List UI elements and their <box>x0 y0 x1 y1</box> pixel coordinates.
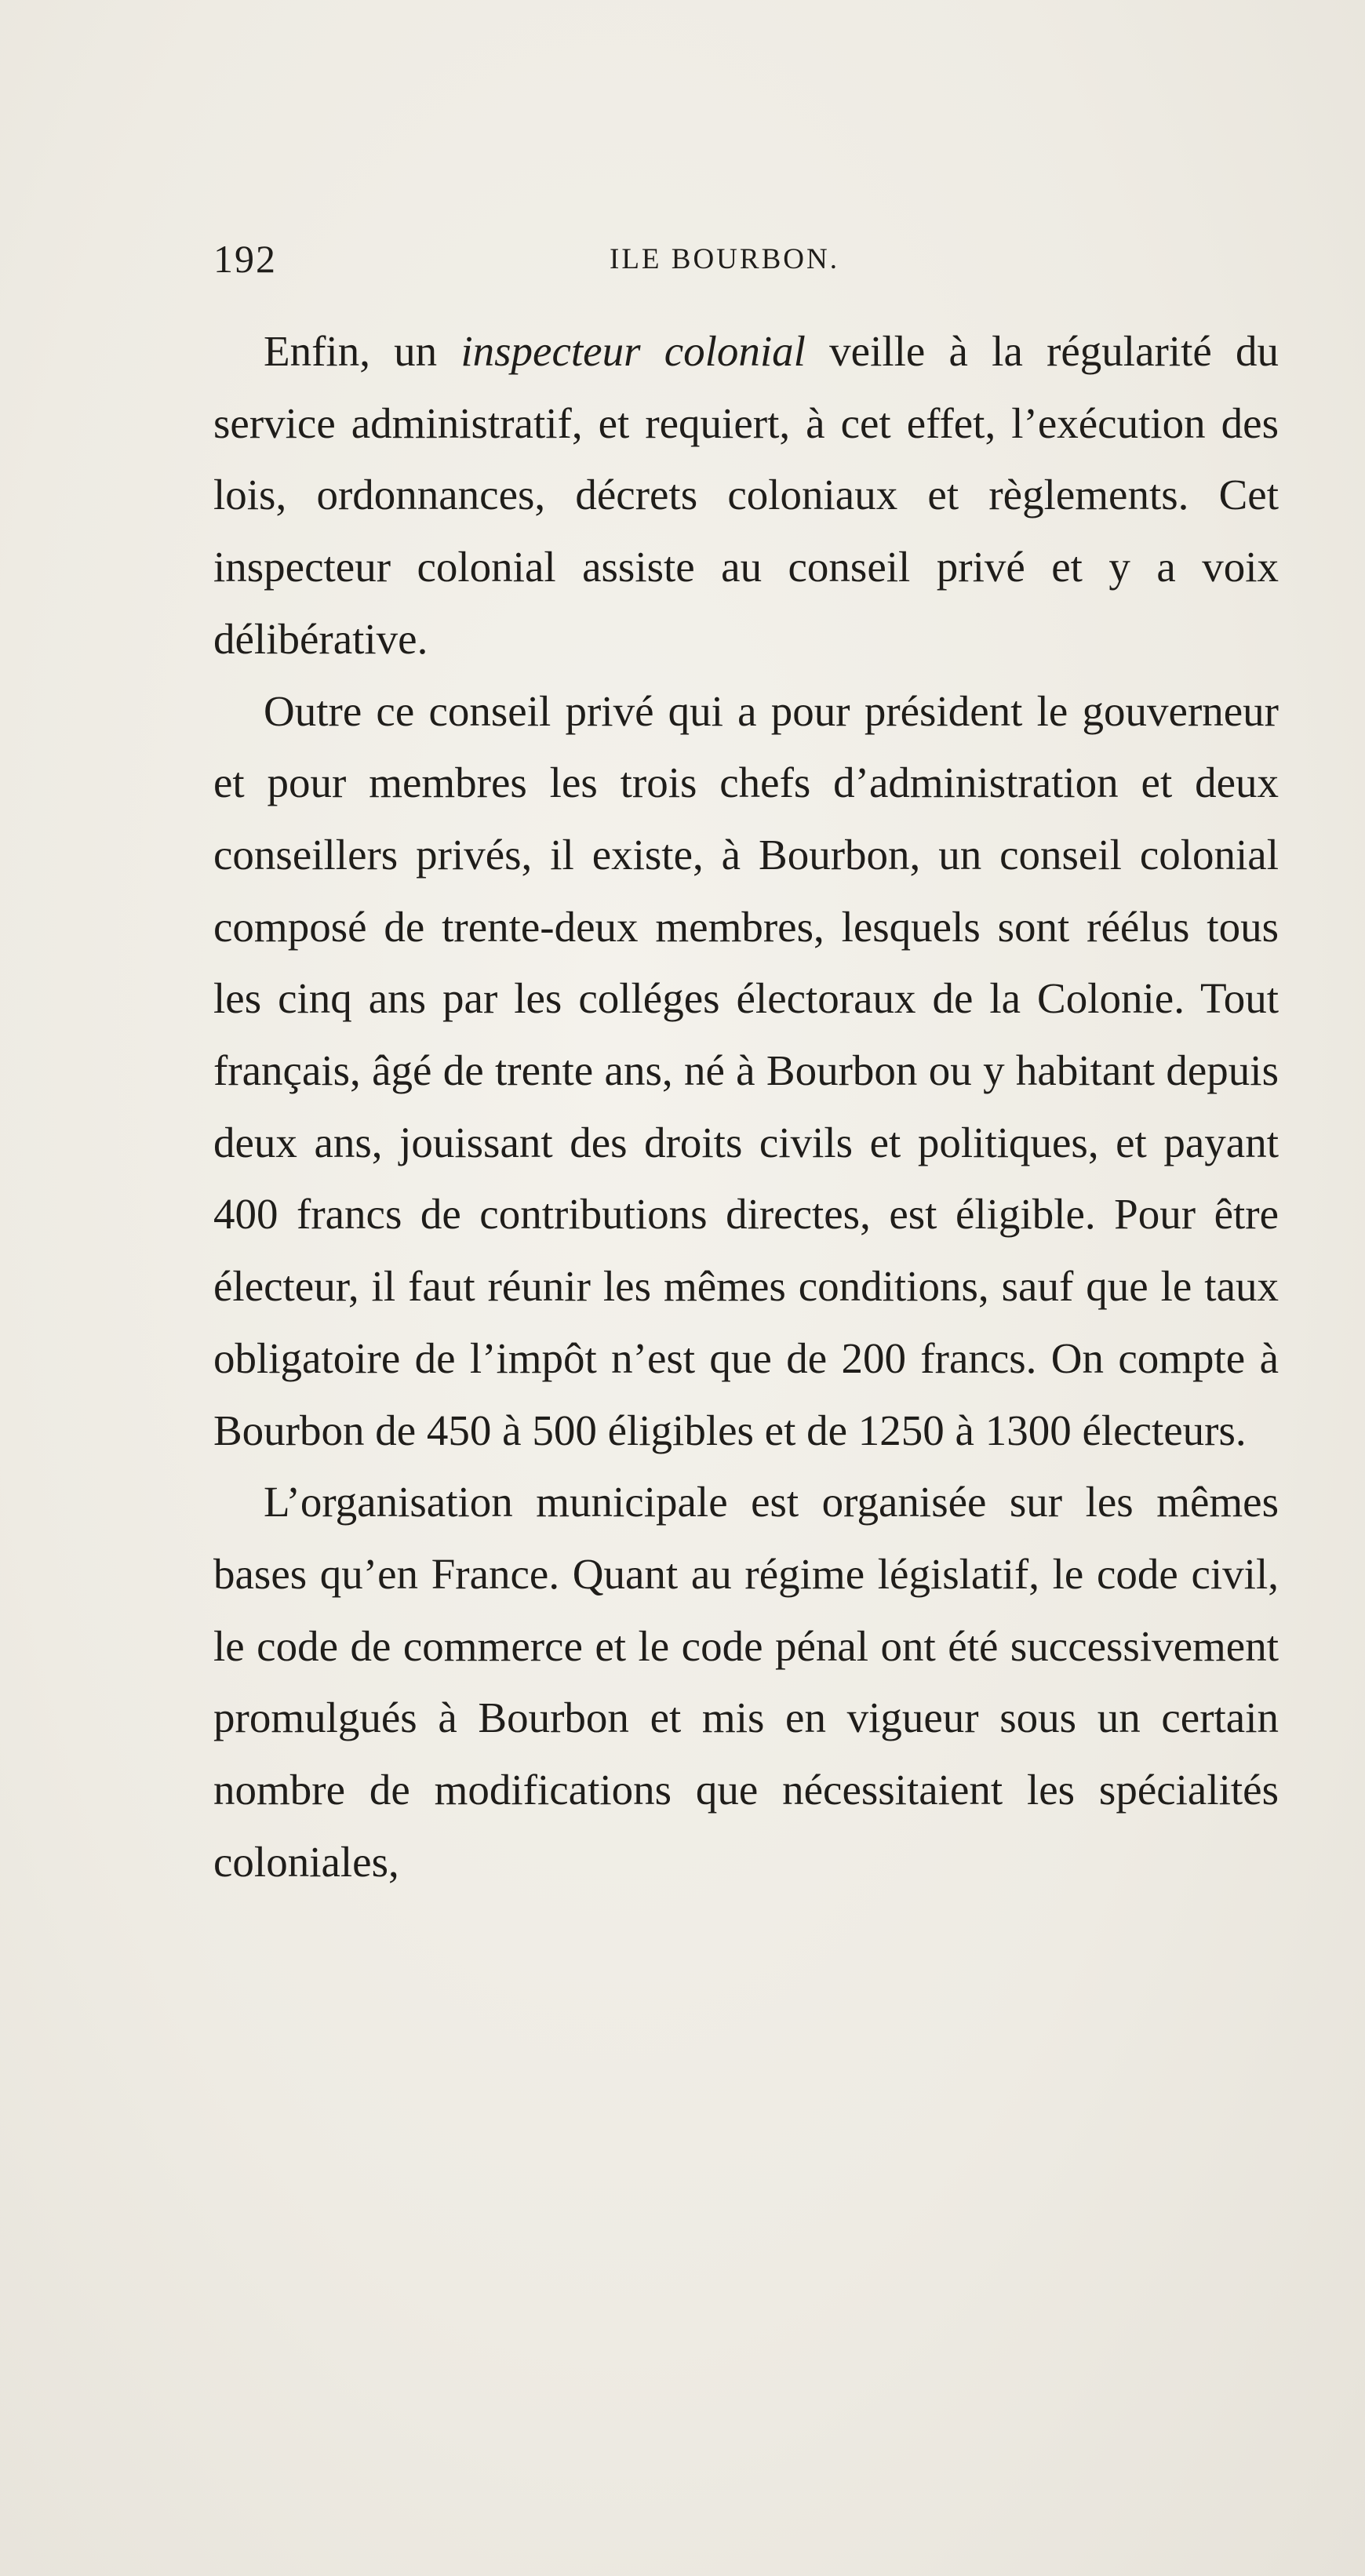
page-header <box>213 235 1279 282</box>
body-text <box>213 315 1279 1897</box>
paragraph-text-start: Enfin, un <box>264 327 461 375</box>
paragraph-text-rest: veille à la régularité du service administratif, et requiert, à cet effet, l’exécution des lois, ordonnances, décrets coloniaux et règlements. Cet inspecteur colonial assiste au conseil privé et y a voix délibérative. <box>213 327 1279 663</box>
italic-term: inspecteur colonial <box>460 327 806 375</box>
page-number: 192 <box>213 237 277 281</box>
paragraph-inspecteur <box>213 315 1279 675</box>
paragraph-conseil-colonial: Outre ce conseil privé qui a pour président le gouverneur et pour membres les trois chefs d’administration et deux conseillers privés, il existe, à Bourbon, un conseil colonial composé de trente-deux membres, lesquels sont réélus tous les cinq ans par les colléges électoraux de la Colonie. Tout français, âgé de trente ans, né à Bourbon ou y habitant depuis deux ans, jouissant des droits civils et politiques, et payant 400 francs de contributions directes, est éligible. Pour être électeur, il faut réunir les mêmes conditions, sauf que le taux obligatoire de l’impôt n’est que de 200 francs. On compte à Bourbon de 450 à 500 éligibles et de 1250 à 1300 électeurs. <box>213 686 1279 1454</box>
paragraph-organisation-municipale: L’organisation municipale est organisée sur les mêmes bases qu’en France. Quant au régime législatif, le code civil, le code de commerce et le code pénal ont été successivement promulgués à Bourbon et mis en vigueur sous un certain nombre de modifications que nécessitaient les spécialités coloniales, <box>213 1478 1279 1886</box>
running-head: ILE BOURBON. <box>610 243 839 275</box>
